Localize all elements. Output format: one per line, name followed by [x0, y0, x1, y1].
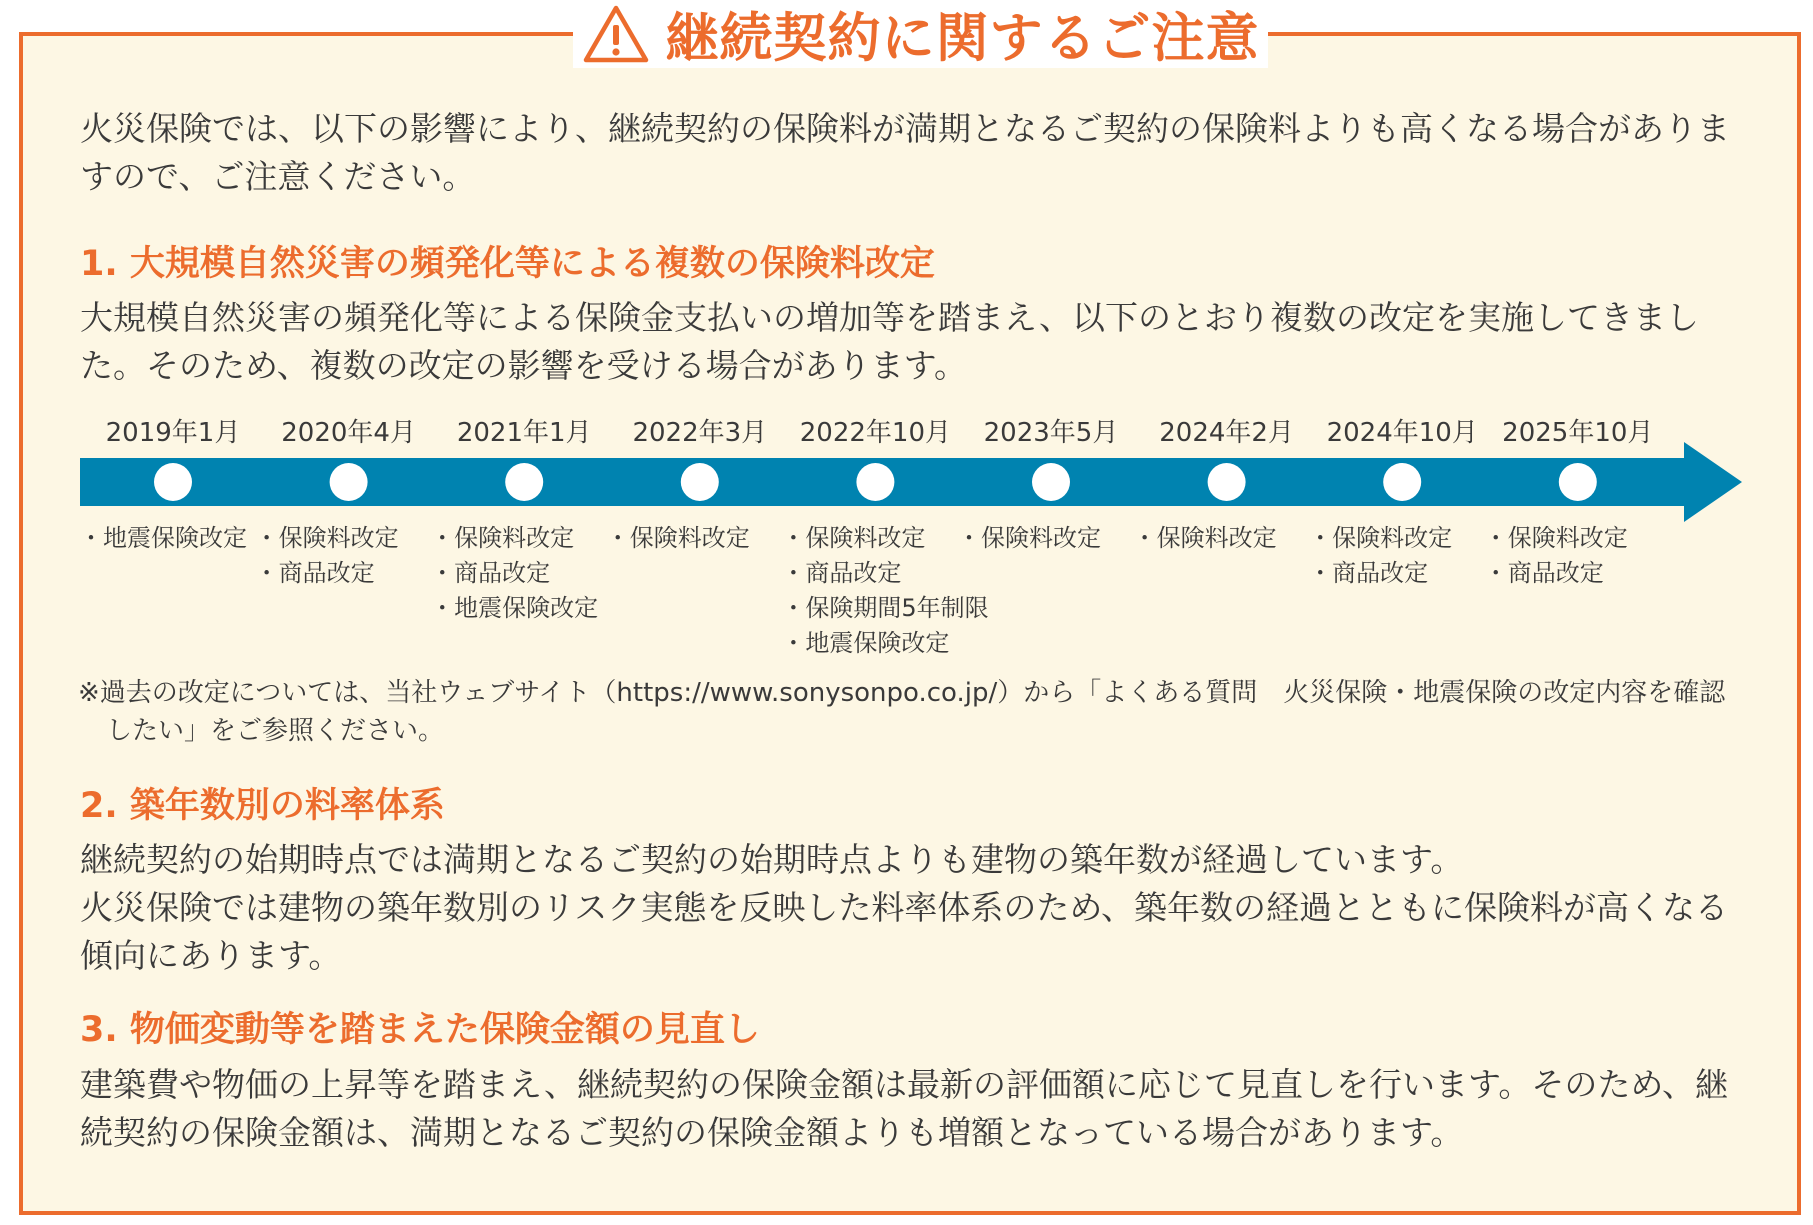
timeline-arrow — [80, 442, 1742, 522]
website-note: ※過去の改定については、当社ウェブサイト（https://www.sonysonpo.co.jp/）から「よくある質問 火災保険・地震保険の改定内容を確認したい」をご参照ください。 — [78, 678, 1726, 746]
page-title: 継続契約に関するご注意 — [665, 8, 1260, 69]
timeline-dot — [1208, 463, 1246, 501]
timeline-dot — [856, 463, 894, 501]
timeline-item: ・商品改定 — [430, 559, 551, 587]
timeline-item: ・保険料改定 — [781, 524, 926, 552]
intro-text: 火災保険では、以下の影響により、継続契約の保険料が満期となるご契約の保険料よりも高くなる場合がありますので、ご注意ください。 — [80, 109, 1730, 196]
timeline-dot — [154, 463, 192, 501]
timeline-date: 2024年10月 — [1326, 418, 1478, 448]
timeline-item: ・保険料改定 — [254, 524, 399, 552]
timeline-item: ・保険料改定 — [1132, 524, 1277, 552]
timeline-item: ・保険期間5年制限 — [781, 594, 989, 622]
timeline-date: 2020年4月 — [281, 418, 416, 448]
timeline-item: ・地震保険改定 — [430, 594, 599, 622]
section-3-heading: 3. 物価変動等を踏まえた保険金額の見直し — [80, 1010, 760, 1050]
section-2-heading: 2. 築年数別の料率体系 — [80, 786, 445, 826]
section-1-paragraph: 大規模自然災害の頻発化等による保険金支払いの増加等を踏まえ、以下のとおり複数の改定を実施してきました。そのため、複数の改定の影響を受ける場合があります。 — [80, 298, 1699, 385]
timeline-item: ・商品改定 — [1308, 559, 1429, 587]
timeline-item: ・地震保険改定 — [79, 524, 247, 552]
timeline-item: ・地震保険改定 — [781, 629, 950, 657]
section-3-paragraph: 建築費や物価の上昇等を踏まえ、継続契約の保険金額は最新の評価額に応じて見直しを行います。そのため、継続契約の保険金額は、満期となるご契約の保険金額よりも増額となっている場合があります。 — [80, 1065, 1729, 1152]
timeline-date: 2024年2月 — [1159, 418, 1294, 448]
timeline-item: ・商品改定 — [781, 559, 902, 587]
section-2-paragraph-2: 火災保険では建物の築年数別のリスク実態を反映した料率体系のため、築年数の経過とともに保険料が高くなる傾向にあります。 — [80, 888, 1729, 975]
timeline-item: ・保険料改定 — [1483, 524, 1628, 552]
timeline-dot — [505, 463, 543, 501]
timeline-date: 2025年10月 — [1502, 418, 1654, 448]
timeline-item: ・商品改定 — [254, 559, 375, 587]
timeline-dot — [330, 463, 368, 501]
timeline-date: 2019年1月 — [105, 418, 241, 448]
timeline-item: ・商品改定 — [1483, 559, 1604, 587]
timeline-date: 2021年1月 — [456, 418, 592, 448]
timeline-item: ・保険料改定 — [605, 524, 750, 552]
timeline-item: ・保険料改定 — [430, 524, 575, 552]
timeline-date: 2023年5月 — [983, 418, 1119, 448]
section-2-paragraph-1: 継続契約の始期時点では満期となるご契約の始期時点よりも建物の築年数が経過しています。 — [80, 840, 1464, 879]
timeline-item: ・保険料改定 — [1308, 524, 1453, 552]
timeline-date: 2022年10月 — [799, 418, 952, 448]
section-2-body — [80, 836, 1740, 980]
timeline-dot — [1559, 463, 1597, 501]
section-1-heading: 1. 大規模自然災害の頻発化等による複数の保険料改定 — [80, 244, 935, 284]
timeline-dot — [681, 463, 719, 501]
section-3-body — [80, 1061, 1740, 1157]
timeline-dot — [1383, 463, 1421, 501]
timeline-item: ・保険料改定 — [957, 524, 1101, 552]
timeline-date: 2022年3月 — [632, 418, 768, 448]
timeline-dot — [1032, 463, 1070, 501]
